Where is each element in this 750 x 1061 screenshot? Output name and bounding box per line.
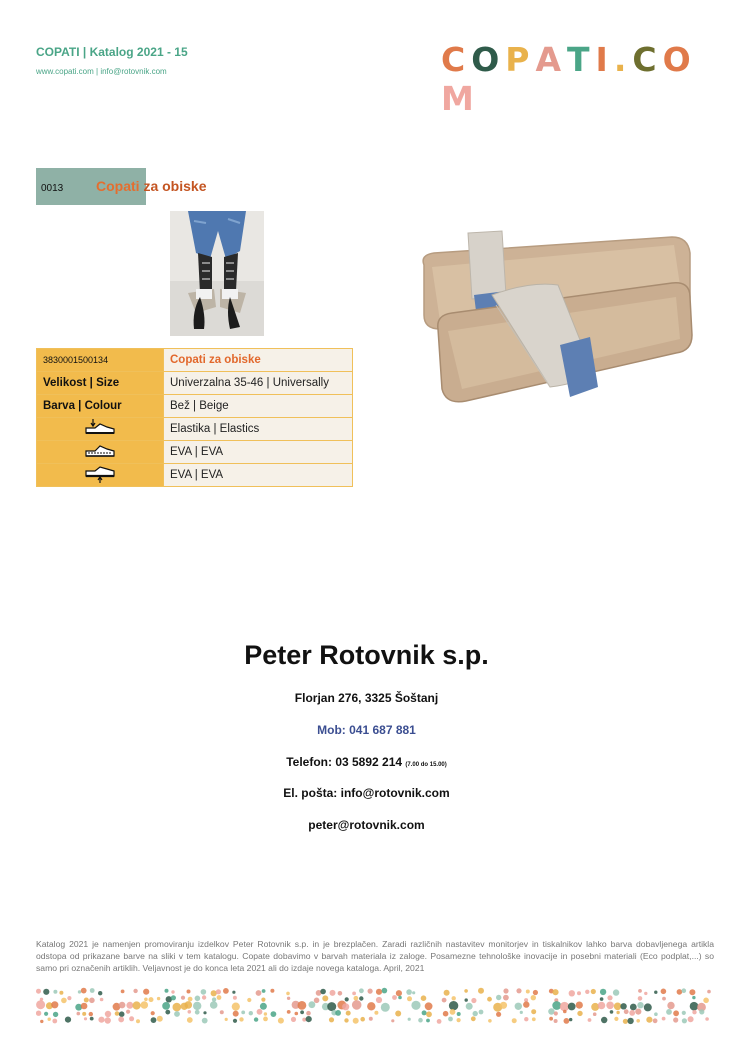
sole-material-cell xyxy=(37,464,164,487)
email-secondary: peter@rotovnik.com xyxy=(308,818,425,832)
shoe-sole-icon xyxy=(83,465,117,483)
logo-letter: T xyxy=(567,40,596,79)
disclaimer-text: Katalog 2021 je namenjen promoviranju izdelkov Peter Rotovnik s.p. in je brezplačen. Zaradi različnih nastavitev monitorjev in tiskalnikov lahko barva dobavljenega artikla odstopa od prikazane barve na sliki v tem katalogu. Copate dobavimo v barvah materiala iz zaloge. Posamezne tehnološke inovacije in posebni materiali (Eco podplat,...) so samo pri označenih artiklih. Veljavnost je do konca leta 2021 ali do izdaje novega kataloga. April, 2021 xyxy=(36,939,714,973)
insole-material-cell xyxy=(37,441,164,464)
product-name xyxy=(96,178,206,194)
product-worn-photo xyxy=(170,211,264,336)
insole-material-value: EVA | EVA xyxy=(164,441,353,464)
spec-row-upper xyxy=(37,418,353,441)
spec-row-sku xyxy=(37,349,353,372)
mobile-number: Mob: 041 687 881 xyxy=(317,723,416,737)
spec-row-sole xyxy=(37,464,353,487)
spec-row-insole xyxy=(37,441,353,464)
spec-row-color xyxy=(37,395,353,418)
sole-material-value: EVA | EVA xyxy=(164,464,353,487)
logo-letter: O xyxy=(471,40,506,79)
product-photo xyxy=(410,225,700,425)
address: Florjan 276, 3325 Šoštanj xyxy=(294,691,439,705)
logo-letter: O xyxy=(662,40,697,79)
shoe-upper-icon xyxy=(83,419,117,437)
spec-row-size xyxy=(37,372,353,395)
logo-letter: M xyxy=(441,79,480,118)
logo-letter: A xyxy=(535,40,568,79)
decorative-dots-border xyxy=(36,986,714,1026)
product-name-word1: Copati xyxy=(96,178,140,194)
logo-letter: I xyxy=(595,40,614,79)
spec-product-title: Copati za obiske xyxy=(164,349,353,372)
phone-line xyxy=(0,755,733,769)
logo-letter: P xyxy=(505,40,536,79)
product-name-word2: za obiske xyxy=(143,178,207,194)
upper-material-value: Elastika | Elastics xyxy=(164,418,353,441)
size-label: Velikost | Size xyxy=(37,372,164,395)
logo-letter: C xyxy=(632,40,663,79)
email-primary: El. pošta: info@rotovnik.com xyxy=(283,786,450,800)
color-value: Bež | Beige xyxy=(164,395,353,418)
copati-logo xyxy=(441,40,717,118)
spec-table xyxy=(36,348,353,487)
logo-letter: C xyxy=(441,40,472,79)
shoe-insole-icon xyxy=(83,442,117,460)
upper-material-cell xyxy=(37,418,164,441)
phone-number: Telefon: 03 5892 214 xyxy=(286,755,403,769)
catalog-title: COPATI | Katalog 2021 - 15 xyxy=(36,45,188,59)
sku-code: 3830001500134 xyxy=(37,349,164,372)
logo-letter: . xyxy=(613,40,633,79)
color-label: Barva | Colour xyxy=(37,395,164,418)
company-name: Peter Rotovnik s.p. xyxy=(244,640,489,670)
phone-hours: (7.00 do 15.00) xyxy=(405,762,447,768)
product-code: 0013 xyxy=(41,183,64,194)
catalog-contact-line: www.copati.com | info@rotovnik.com xyxy=(36,67,167,76)
size-value: Univerzalna 35-46 | Universally xyxy=(164,372,353,395)
